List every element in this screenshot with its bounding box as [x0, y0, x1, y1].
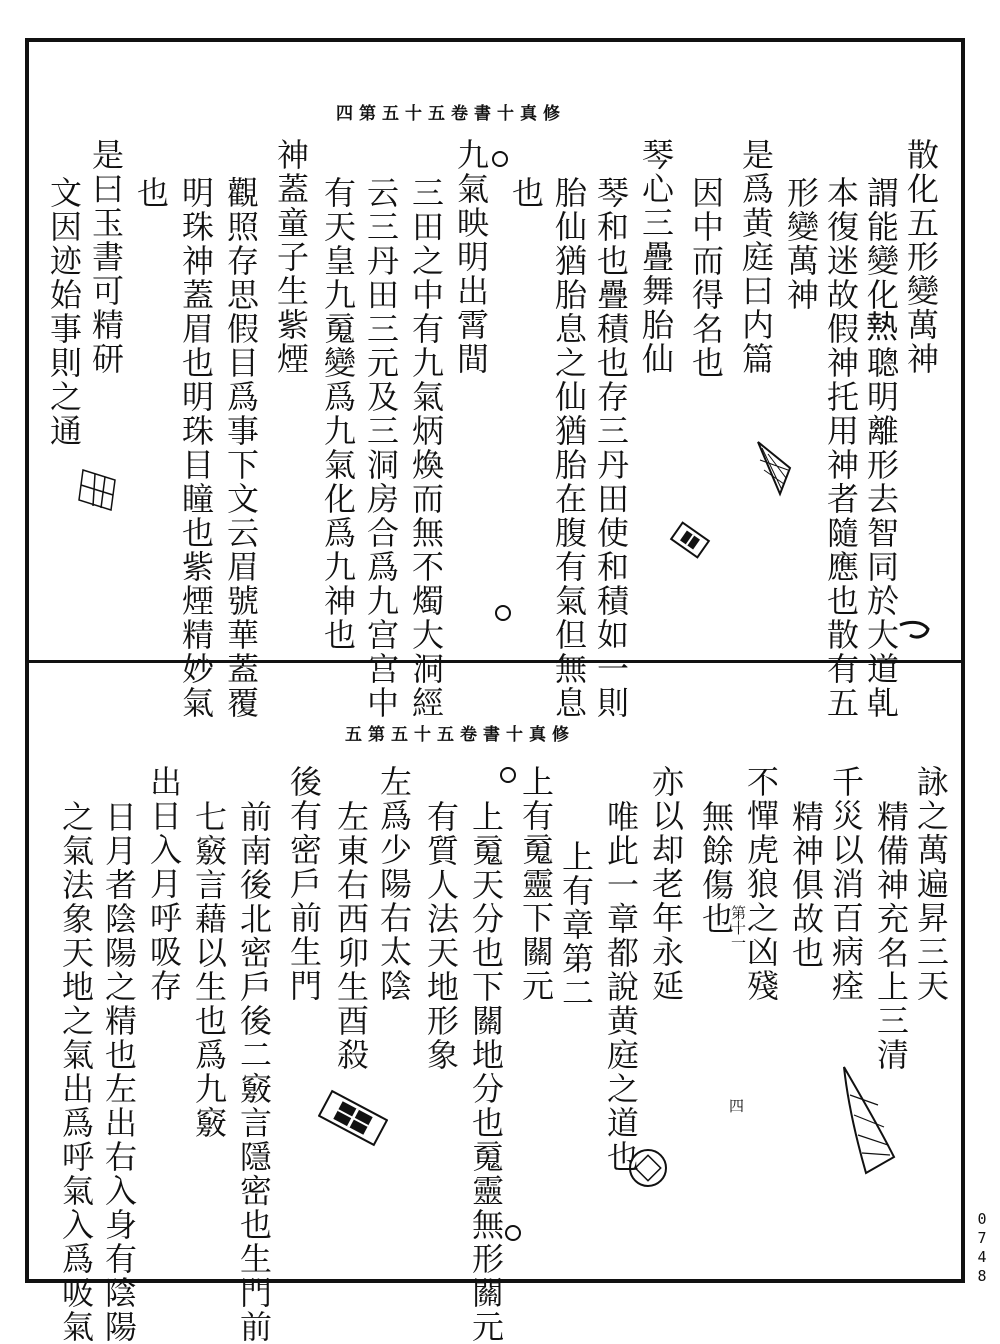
lower-column: 有質人法天地形象 — [422, 800, 460, 1072]
seal-stamp-icon — [318, 1088, 388, 1148]
upper-column: 琴心三疊舞胎仙 — [637, 138, 675, 376]
circle-mark — [505, 1225, 521, 1241]
upper-column: 九氣映明出霄間 — [452, 138, 490, 376]
lower-column: 精備神充名上三清 — [872, 800, 910, 1072]
fan-sketch-icon — [752, 440, 794, 498]
page-number: 0748 — [973, 1210, 991, 1286]
lower-column: 之氣法象天地之氣出爲呼氣入爲吸氣 — [57, 800, 95, 1344]
upper-column: 是爲黄庭曰内篇 — [737, 138, 775, 376]
circle-mark — [500, 767, 516, 783]
circle-mark — [492, 151, 508, 167]
fan-sketch-icon — [838, 1065, 898, 1175]
upper-column: 也 — [507, 176, 545, 210]
lower-column: 日月者陰陽之精也左出右入身有陰陽 — [100, 800, 138, 1344]
upper-column: 散化五形變萬神 — [902, 138, 940, 376]
upper-column: 謂能變化𤍠聰明離形去智同於大道𠃵 — [862, 176, 900, 720]
circle-mark — [495, 605, 511, 621]
lower-column: 亦以却老年永延 — [647, 765, 685, 1003]
lower-column: 出日入月呼吸存 — [145, 765, 183, 1003]
grid-sketch-icon — [75, 460, 120, 518]
upper-column: 三田之中有九氣炳煥而無不燭大洞經 — [407, 176, 445, 720]
lower-column: 上䰟天分也下關地分也䰟靈無形關元 — [467, 800, 505, 1344]
seal-stamp-icon — [668, 518, 712, 562]
upper-column: 是曰玉書可精研 — [87, 138, 125, 376]
lower-column: 第十一 — [729, 905, 747, 950]
lower-column: 詠之萬遍昇三天 — [912, 765, 950, 1003]
lower-column: 千災以消百病痊 — [827, 765, 865, 1003]
lower-column: 前南後北密戶後二竅言隱密也生門前 — [235, 800, 273, 1344]
lower-column: 無餘傷也 — [697, 800, 735, 936]
lower-column: 後有密戶前生門 — [285, 765, 323, 1003]
upper-column: 琴和也疊積也存三丹田使和積如一則 — [592, 176, 630, 720]
brush-tail-icon — [898, 615, 934, 643]
upper-column: 胎仙猶胎息之仙猶胎在腹有氣但無息 — [550, 176, 588, 720]
lower-column: 唯此一章都說黄庭之道也 — [602, 800, 640, 1174]
upper-column: 有天皇九䰟變爲九氣化爲九神也 — [319, 176, 357, 652]
lower-column: 上有章第二 — [557, 840, 595, 1010]
upper-column: 也 — [132, 176, 170, 210]
upper-column: 因中而得名也 — [687, 176, 725, 380]
lower-running-head: 修真十書卷五十五第五 — [345, 725, 575, 745]
lower-column: 左爲少陽右太陰 — [375, 765, 413, 1003]
upper-column: 明珠神蓋眉也明珠目瞳也紫煙精妙氣 — [177, 176, 215, 720]
upper-column: 本復迷故假神托用神者隨應也散有五 — [822, 176, 860, 720]
lower-column: 上有䰟靈下關元 — [517, 765, 555, 1003]
round-sketch-icon — [625, 1145, 671, 1191]
lower-column: 精神俱故也 — [787, 800, 825, 970]
lower-column: 左東右西卯生酉殺 — [332, 800, 370, 1072]
upper-column: 神蓋童子生紫煙 — [272, 138, 310, 376]
upper-column: 觀照存思假目爲事下文云眉號華蓋覆 — [222, 176, 260, 720]
lower-column: 七竅言藉以生也爲九竅 — [190, 800, 228, 1140]
upper-column: 云三丹田三元及三洞房合爲九宫宫中 — [362, 176, 400, 720]
upper-column: 文因迹始事則之通 — [45, 176, 83, 448]
margin-number: 四 — [727, 1098, 745, 1113]
lower-column: 不憚虎狼之凶殘 — [742, 765, 780, 1003]
upper-running-head: 修真十書卷五十五第四 — [336, 104, 566, 124]
upper-column: 形變萬神 — [782, 176, 820, 312]
